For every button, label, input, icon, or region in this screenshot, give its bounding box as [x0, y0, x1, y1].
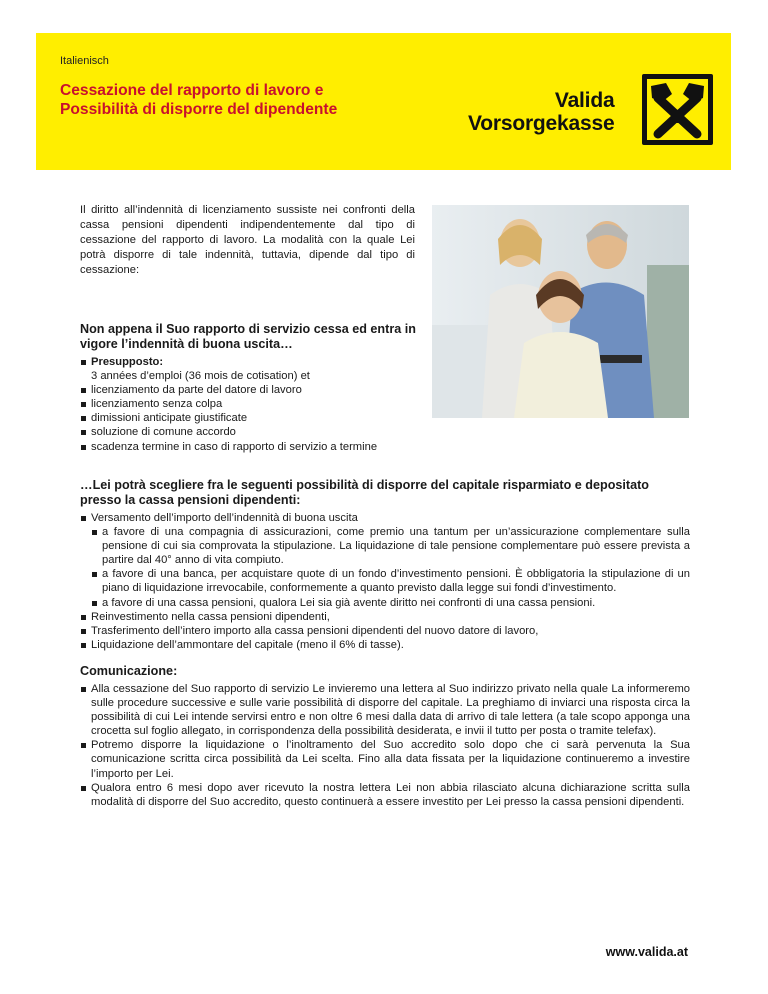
crossed-horse-heads-logo-icon: [642, 74, 713, 145]
section2-list: [80, 511, 690, 652]
section3-heading: Comunicazione:: [80, 664, 178, 678]
section1-heading: Non appena il Suo rapporto di servizio cessa ed entra in vigore l’indennità di buona uscita…: [80, 322, 416, 351]
list-item: licenziamento senza colpa: [80, 397, 425, 411]
language-label: Italienisch: [60, 55, 109, 67]
footer-website-link[interactable]: www.valida.at: [605, 945, 688, 959]
section-disposal-options: [80, 478, 690, 652]
brand-name: [468, 89, 614, 135]
section1-sublist: [80, 383, 425, 453]
list-item: Reinvestimento nella cassa pensioni dipendenti,: [80, 610, 690, 624]
list-item: dimissioni anticipate giustificate: [80, 411, 425, 425]
header-banner: [36, 33, 731, 170]
list-item-text: Versamento dell’importo dell’indennità di buona uscita: [91, 512, 358, 524]
section2-sublist: [91, 525, 690, 610]
list-item: Potremo disporre la liquidazione o l’inoltramento del Suo accredito solo dopo che ci sarà pervenuta la Sua comunicazione scritta circa possibilità da Lei scelta. Fino alla data fissata per la liquidazione continueremo a investire l’importo per Lei.: [80, 738, 690, 780]
intro-paragraph: Il diritto all’indennità di licenziamento sussiste nei confronti della cassa pensioni dipendenti indipendentemente dal tipo di cessazione del rapporto di lavoro. La modalità con la quale Lei potrà disporre di tale indennità, tuttavia, dipende dal tipo di cessazione:: [80, 204, 415, 276]
brand-line-2: Vorsorgekasse: [468, 112, 615, 135]
brand-line-1: Valida: [554, 89, 615, 112]
section3-list: [80, 682, 690, 809]
list-item: Qualora entro 6 mesi dopo aver ricevuto la nostra lettera Lei non abbia rilasciato alcuna dichiarazione scritta sulla modalità di disporre del Suo accredito, questo continuerà a essere investito per Lei presso la cassa pensioni dipendenti.: [80, 781, 690, 809]
prerequisite-text: 3 années d’emploi (36 mois de cotisation) et: [91, 370, 310, 383]
list-item: a favore di una cassa pensioni, qualora Lei sia già avente diritto nei confronti di una cassa pensioni.: [91, 596, 690, 610]
section2-heading: …Lei potrà scegliere fra le seguenti possibilità di disporre del capitale risparmiato e depositato presso la cassa pensioni dipendenti:: [80, 478, 649, 507]
list-item: Alla cessazione del Suo rapporto di servizio Le invieremo una lettera al Suo indirizzo privato nella quale La informeremo sulle procedure successive e sulle varie possibilità di disporre del capitale. La preghiamo di inviarci una risposta circa la possibilità di cui Lei intende servirsi entro e non oltre 6 mesi dalla data di arrivo di tale lettera (a tale scopo apponga una crocetta sul foglio allegato, in corrispondenza della possibilità desiderata, e invii il tutto per posta o tramite telefax).: [80, 682, 690, 738]
list-item: [80, 355, 425, 369]
page-title: Cessazione del rapporto di lavoro e Possibilità di disporre del dipendente: [60, 82, 338, 118]
section1-list: [80, 355, 425, 369]
photo-three-employees: [432, 205, 689, 418]
prerequisite-label: Presupposto:: [91, 356, 164, 368]
list-item: scadenza termine in caso di rapporto di servizio a termine: [80, 440, 425, 454]
list-item: a favore di una compagnia di assicurazioni, come premio una tantum per un’assicurazione complementare sulla pensione di cui sia comprovata la stipulazione. La liquidazione di tale pensione complementare può essere prevista a partire dal 40° anno di vita compiuto.: [91, 525, 690, 567]
list-item: Trasferimento dell’intero importo alla cassa pensioni dipendenti del nuovo datore di lavoro,: [80, 624, 690, 638]
list-item: a favore di una banca, per acquistare quote di un fondo d’investimento pensioni. È obbligatoria la stipulazione di un piano di liquidazione irrevocabile, conformemente a quanto previsto dalla legge sui fondi d’investimento.: [91, 567, 690, 595]
list-item: licenziamento da parte del datore di lavoro: [80, 383, 425, 397]
list-item: [80, 511, 690, 610]
section-communication: [80, 664, 690, 809]
list-item: Liquidazione dell’ammontare del capitale (meno il 6% di tasse).: [80, 638, 690, 652]
section-termination-conditions: [80, 322, 425, 454]
list-item: soluzione di comune accordo: [80, 425, 425, 439]
